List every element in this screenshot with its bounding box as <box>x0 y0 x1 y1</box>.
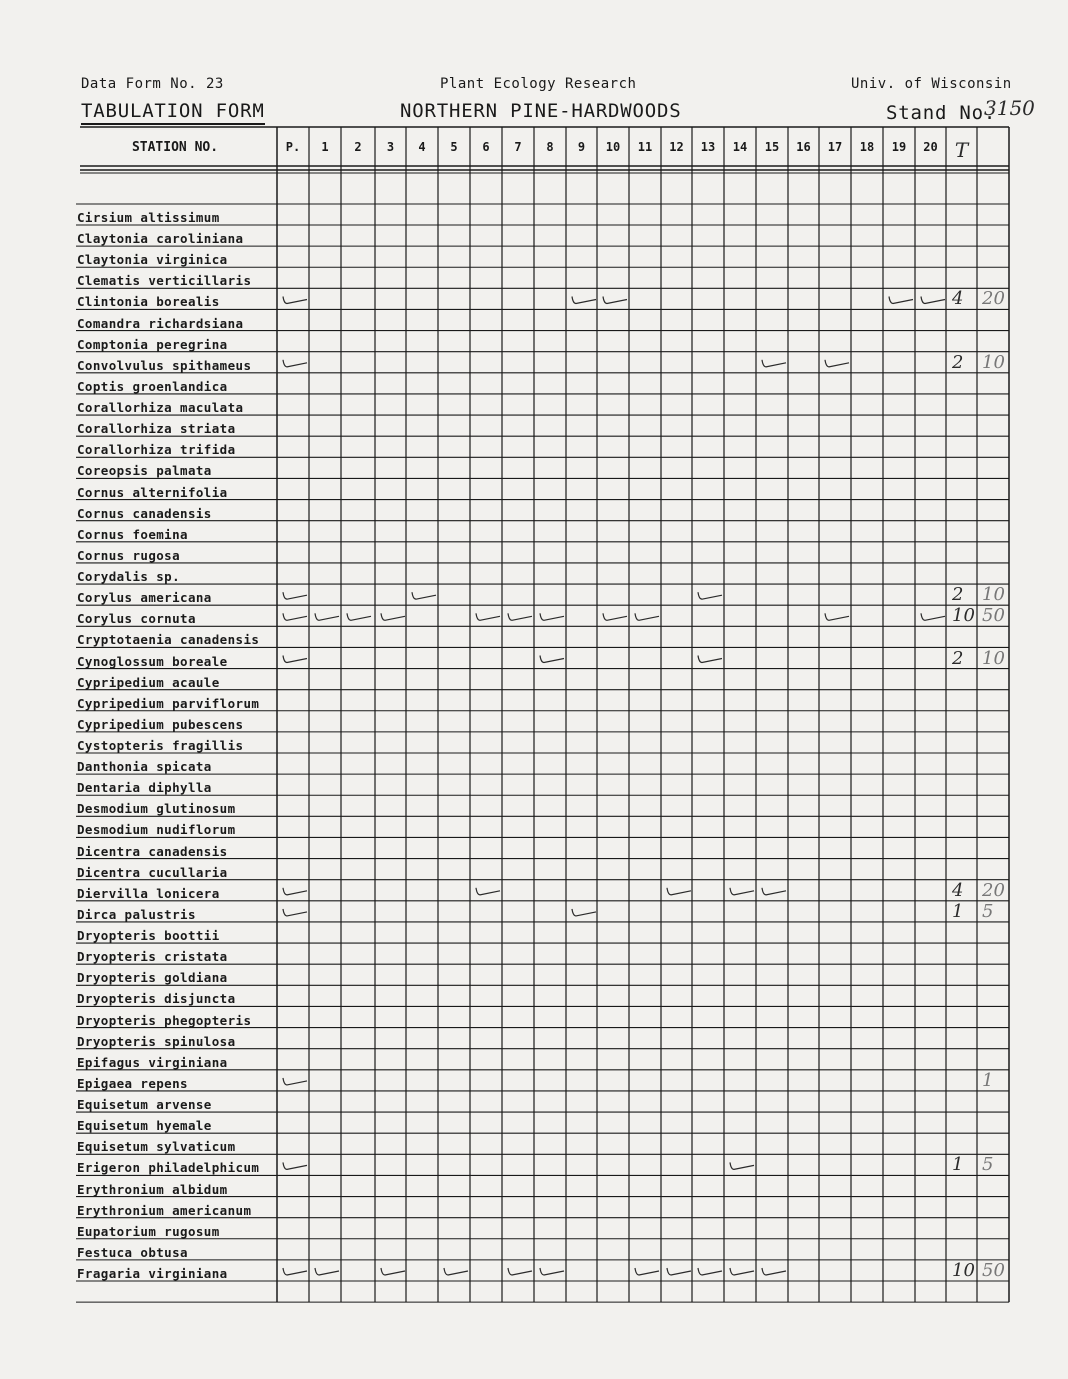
species-name: Corylus cornuta <box>77 611 196 627</box>
check-mark <box>444 1268 468 1275</box>
species-name: Cynoglossum boreale <box>77 653 228 669</box>
species-name: Clintonia borealis <box>77 294 220 310</box>
species-name: Fragaria virginiana <box>77 1266 228 1281</box>
station-column-header: 13 <box>700 140 716 154</box>
station-column-header: 15 <box>764 140 780 154</box>
university: Univ. of Wisconsin <box>851 76 1012 92</box>
frequency-value: 20 <box>982 288 1005 310</box>
species-name: Erythronium albidum <box>77 1181 228 1197</box>
organization: Plant Ecology Research <box>440 76 637 92</box>
frequency-value: 20 <box>982 879 1005 901</box>
total-count: 1 <box>952 1154 964 1176</box>
check-mark <box>476 888 500 895</box>
station-column-header: 20 <box>923 140 938 154</box>
check-mark <box>381 1268 405 1275</box>
check-mark <box>762 1268 786 1275</box>
check-mark <box>540 1268 564 1275</box>
check-mark <box>825 613 849 620</box>
check-mark <box>283 909 307 916</box>
check-mark <box>698 592 722 599</box>
frequency-value: 50 <box>982 605 1005 627</box>
species-name: Cornus canadensis <box>77 505 212 521</box>
p-column-header: P. <box>285 140 301 154</box>
species-name: Dryopteris goldiana <box>77 970 228 986</box>
station-column-header: 6 <box>482 140 490 154</box>
check-mark <box>572 909 596 916</box>
species-name: Corallorhiza trifida <box>77 442 236 458</box>
total-count: 2 <box>952 351 964 373</box>
species-name: Dentaria diphylla <box>77 780 212 796</box>
check-mark <box>540 656 564 663</box>
community-title: NORTHERN PINE-HARDWOODS <box>400 100 682 122</box>
check-mark <box>730 888 754 895</box>
species-name: Epigaea repens <box>77 1075 188 1091</box>
check-mark <box>889 296 913 303</box>
species-name: Cystopteris fragillis <box>77 738 244 753</box>
species-name: Dryopteris phegopteris <box>77 1012 252 1028</box>
frequency-value: 5 <box>982 1154 994 1176</box>
station-column-header: 10 <box>605 140 621 154</box>
check-mark <box>283 296 307 303</box>
check-mark <box>283 656 307 663</box>
total-count: 10 <box>952 1260 975 1281</box>
check-mark <box>635 613 659 620</box>
station-no-header: STATION NO. <box>131 140 219 155</box>
species-name: Corydalis sp. <box>77 569 181 585</box>
check-mark <box>635 1268 659 1275</box>
species-name: Epifagus virginiana <box>77 1054 228 1070</box>
check-mark <box>698 656 722 663</box>
species-name: Coptis groenlandica <box>77 378 228 394</box>
species-name: Claytonia virginica <box>77 252 228 268</box>
frequency-value: 1 <box>982 1069 994 1091</box>
frequency-value: 5 <box>982 900 994 922</box>
check-mark <box>315 1268 339 1275</box>
station-column-header: 1 <box>321 140 329 154</box>
species-name: Corallorhiza maculata <box>77 400 244 416</box>
station-column-header: 11 <box>637 140 653 154</box>
species-name: Dryopteris disjuncta <box>77 991 236 1007</box>
check-mark <box>283 613 307 620</box>
check-mark <box>283 888 307 895</box>
station-column-header: 4 <box>418 140 426 154</box>
station-column-header: 8 <box>546 140 554 154</box>
station-column-header: 7 <box>514 140 522 154</box>
species-name: Cryptotaenia canadensis <box>77 632 260 648</box>
check-mark <box>762 888 786 895</box>
total-count: 2 <box>952 647 964 669</box>
check-mark <box>381 613 405 620</box>
species-name: Diervilla lonicera <box>77 885 220 901</box>
check-mark <box>283 360 307 367</box>
station-column-header: 14 <box>732 140 748 154</box>
total-count: 2 <box>952 584 964 606</box>
total-count: 4 <box>952 288 964 310</box>
species-name: Cypripedium pubescens <box>77 716 244 732</box>
species-name: Dicentra canadensis <box>77 843 228 859</box>
form-title: TABULATION FORM <box>81 100 265 125</box>
species-name: Festuca obtusa <box>77 1244 188 1260</box>
species-name: Dirca palustris <box>77 906 196 922</box>
check-mark <box>283 1268 307 1275</box>
check-mark <box>283 1078 307 1085</box>
station-column-header: 5 <box>450 140 458 154</box>
species-name: Equisetum sylvaticum <box>77 1139 236 1155</box>
station-column-header: 12 <box>669 140 684 154</box>
form-number: Data Form No. 23 <box>81 76 224 92</box>
species-name: Equisetum hyemale <box>77 1118 212 1134</box>
species-name: Convolvulus spithameus <box>77 357 252 373</box>
total-column-header: T <box>954 138 969 162</box>
species-name: Coreopsis palmata <box>77 463 212 479</box>
station-column-header: 19 <box>891 140 907 154</box>
check-mark <box>730 1162 754 1169</box>
check-mark <box>921 296 945 303</box>
species-name: Eupatorium rugosum <box>77 1223 220 1239</box>
species-name: Comptonia peregrina <box>77 336 228 352</box>
species-name: Dryopteris cristata <box>77 949 228 965</box>
species-name: Cypripedium acaule <box>77 674 220 690</box>
species-name: Cornus rugosa <box>77 547 181 563</box>
check-mark <box>921 613 945 620</box>
check-mark <box>698 1268 722 1275</box>
species-name: Cypripedium parviflorum <box>77 695 260 711</box>
station-column-header: 17 <box>827 140 843 154</box>
check-mark <box>283 592 307 599</box>
station-column-header: 9 <box>577 140 586 154</box>
species-name: Cirsium altissimum <box>77 210 220 225</box>
station-column-header: 2 <box>354 140 362 154</box>
species-name: Clematis verticillaris <box>77 273 252 289</box>
check-mark <box>508 613 532 620</box>
total-count: 10 <box>952 605 975 627</box>
check-mark <box>572 296 596 303</box>
species-name: Corylus americana <box>77 590 212 606</box>
station-column-header: 3 <box>386 140 395 154</box>
species-name: Dryopteris spinulosa <box>77 1033 236 1049</box>
check-mark <box>667 888 691 895</box>
check-mark <box>730 1268 754 1275</box>
check-mark <box>283 1162 307 1169</box>
station-column-header: 16 <box>796 140 811 154</box>
check-mark <box>603 613 627 620</box>
frequency-value: 10 <box>982 351 1005 373</box>
check-mark <box>603 296 627 303</box>
species-name: Erigeron philadelphicum <box>77 1160 260 1176</box>
check-mark <box>825 360 849 367</box>
species-name: Comandra richardsiana <box>77 315 244 331</box>
species-name: Equisetum arvense <box>77 1097 212 1113</box>
check-mark <box>667 1268 691 1275</box>
check-mark <box>476 613 500 620</box>
total-count: 1 <box>952 900 964 922</box>
stand-number: 3150 <box>984 96 1035 120</box>
check-mark <box>508 1268 532 1275</box>
check-mark <box>412 592 436 599</box>
species-name: Desmodium nudiflorum <box>77 822 236 838</box>
species-name: Dicentra cucullaria <box>77 864 228 880</box>
station-column-header: 18 <box>859 140 875 154</box>
frequency-value: 10 <box>982 584 1005 606</box>
species-name: Corallorhiza striata <box>77 421 236 437</box>
check-mark <box>315 613 339 620</box>
species-name: Claytonia caroliniana <box>77 231 244 247</box>
check-mark <box>347 613 371 620</box>
species-name: Cornus alternifolia <box>77 484 228 500</box>
total-count: 4 <box>952 879 964 901</box>
species-name: Danthonia spicata <box>77 759 212 775</box>
check-mark <box>540 613 564 620</box>
species-name: Dryopteris boottii <box>77 928 220 944</box>
species-name: Erythronium americanum <box>77 1202 252 1218</box>
check-mark <box>762 360 786 367</box>
species-name: Desmodium glutinosum <box>77 801 236 817</box>
frequency-value: 10 <box>982 647 1005 669</box>
stand-label: Stand No. <box>886 102 997 124</box>
species-name: Cornus foemina <box>77 526 188 542</box>
frequency-value: 50 <box>982 1260 1005 1281</box>
